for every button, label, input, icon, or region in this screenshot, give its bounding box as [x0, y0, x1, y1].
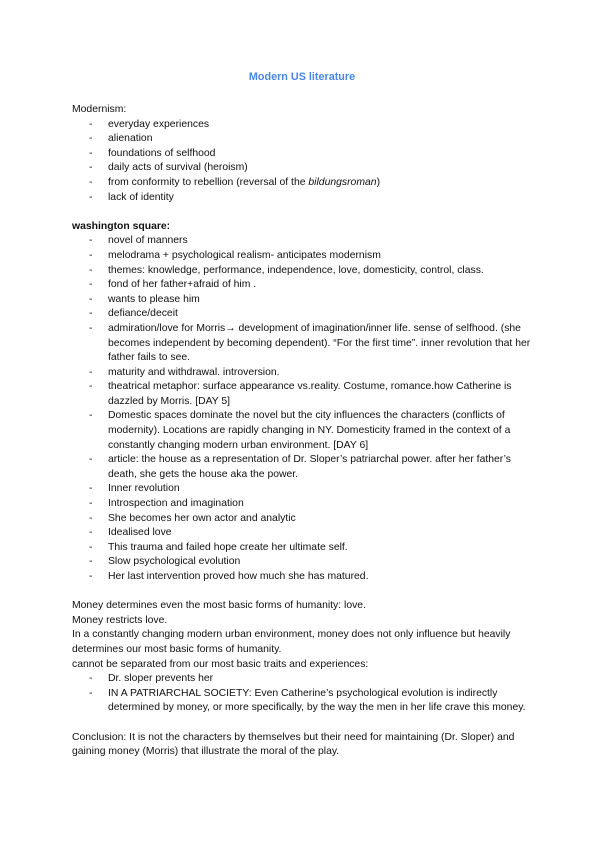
list-item: - Dr. sloper prevents her: [72, 672, 532, 687]
list-item: - Inner revolution: [72, 482, 532, 497]
list-item: - Domestic spaces dominate the novel but the city influences the characters (conflicts of modernity). Locations are rapidly changing in NY. Domesticity framed in the context of a constantly changing modern urban environment. [DAY 6]: [72, 409, 532, 453]
list-item: - She becomes her own actor and analytic: [72, 512, 532, 527]
conformity-suffix: ): [376, 176, 381, 188]
list-item: - Her last intervention proved how much she has matured.: [72, 570, 532, 585]
list-item: - daily acts of survival (heroism): [72, 161, 532, 176]
conclusion-paragraph: Conclusion: It is not the characters by themselves but their need for maintaining (Dr. Sloper) and gaining money (Morris) that illustrate the moral of the play.: [72, 731, 515, 758]
list-item: [72, 176, 532, 191]
conformity-text: from conformity to rebellion (reversal of the: [108, 176, 309, 188]
document-page: [72, 70, 532, 760]
washington-square-heading: washington square:: [72, 220, 171, 232]
list-item: - maturity and withdrawal. introversion.: [72, 366, 532, 381]
money-line-2: Money restricts love.: [72, 614, 168, 626]
list-item: - Introspection and imagination: [72, 497, 532, 512]
list-item: - everyday experiences: [72, 118, 532, 133]
list-item: - novel of manners: [72, 234, 532, 249]
list-item: - foundations of selfhood: [72, 147, 532, 162]
list-item: - defiance/deceit: [72, 307, 532, 322]
list-item: - Idealised love: [72, 526, 532, 541]
list-item: - article: the house as a representation of Dr. Sloper’s patriarchal power. after her father’s death, she gets the house aka the power.: [72, 453, 532, 482]
bildungsroman-term: bildungsroman: [308, 176, 377, 188]
list-item: - This trauma and failed hope create her ultimate self.: [72, 541, 532, 556]
list-item: - IN A PATRIARCHAL SOCIETY: Even Catherine’s psychological evolution is indirectly determined by money, or more specifically, by the way the men in her life crave this money.: [72, 687, 532, 716]
money-line-1: Money determines even the most basic forms of humanity: love.: [72, 600, 366, 612]
page-title: Modern US literature: [248, 71, 356, 83]
list-item: - theatrical metaphor: surface appearance vs.reality. Costume, romance.how Catherine is dazzled by Morris. [DAY 5]: [72, 380, 532, 409]
money-line-4: cannot be separated from our most basic traits and experiences:: [72, 658, 369, 670]
money-line-3: In a constantly changing modern urban environment, money does not only influence but heavily determines our most basic forms of humanity.: [72, 629, 511, 655]
washington-square-list: [72, 234, 532, 584]
list-item: - melodrama + psychological realism- anticipates modernism: [72, 249, 532, 264]
list-item: - fond of her father+afraid of him .: [72, 278, 532, 293]
money-list: [72, 672, 532, 716]
list-item: - themes: knowledge, performance, independence, love, domesticity, control, class.: [72, 264, 532, 279]
modernism-list: [72, 118, 532, 206]
list-item: - lack of identity: [72, 191, 532, 206]
list-item: - Slow psychological evolution: [72, 555, 532, 570]
list-item: - alienation: [72, 132, 532, 147]
list-item: - wants to please him: [72, 293, 532, 308]
modernism-heading: Modernism:: [72, 104, 127, 115]
list-item: - admiration/love for Morris→ development of imagination/inner life. sense of selfhood. (she becomes independent by becoming dependent). “For the first time”. inner revolution that her father fails to see.: [72, 322, 532, 366]
